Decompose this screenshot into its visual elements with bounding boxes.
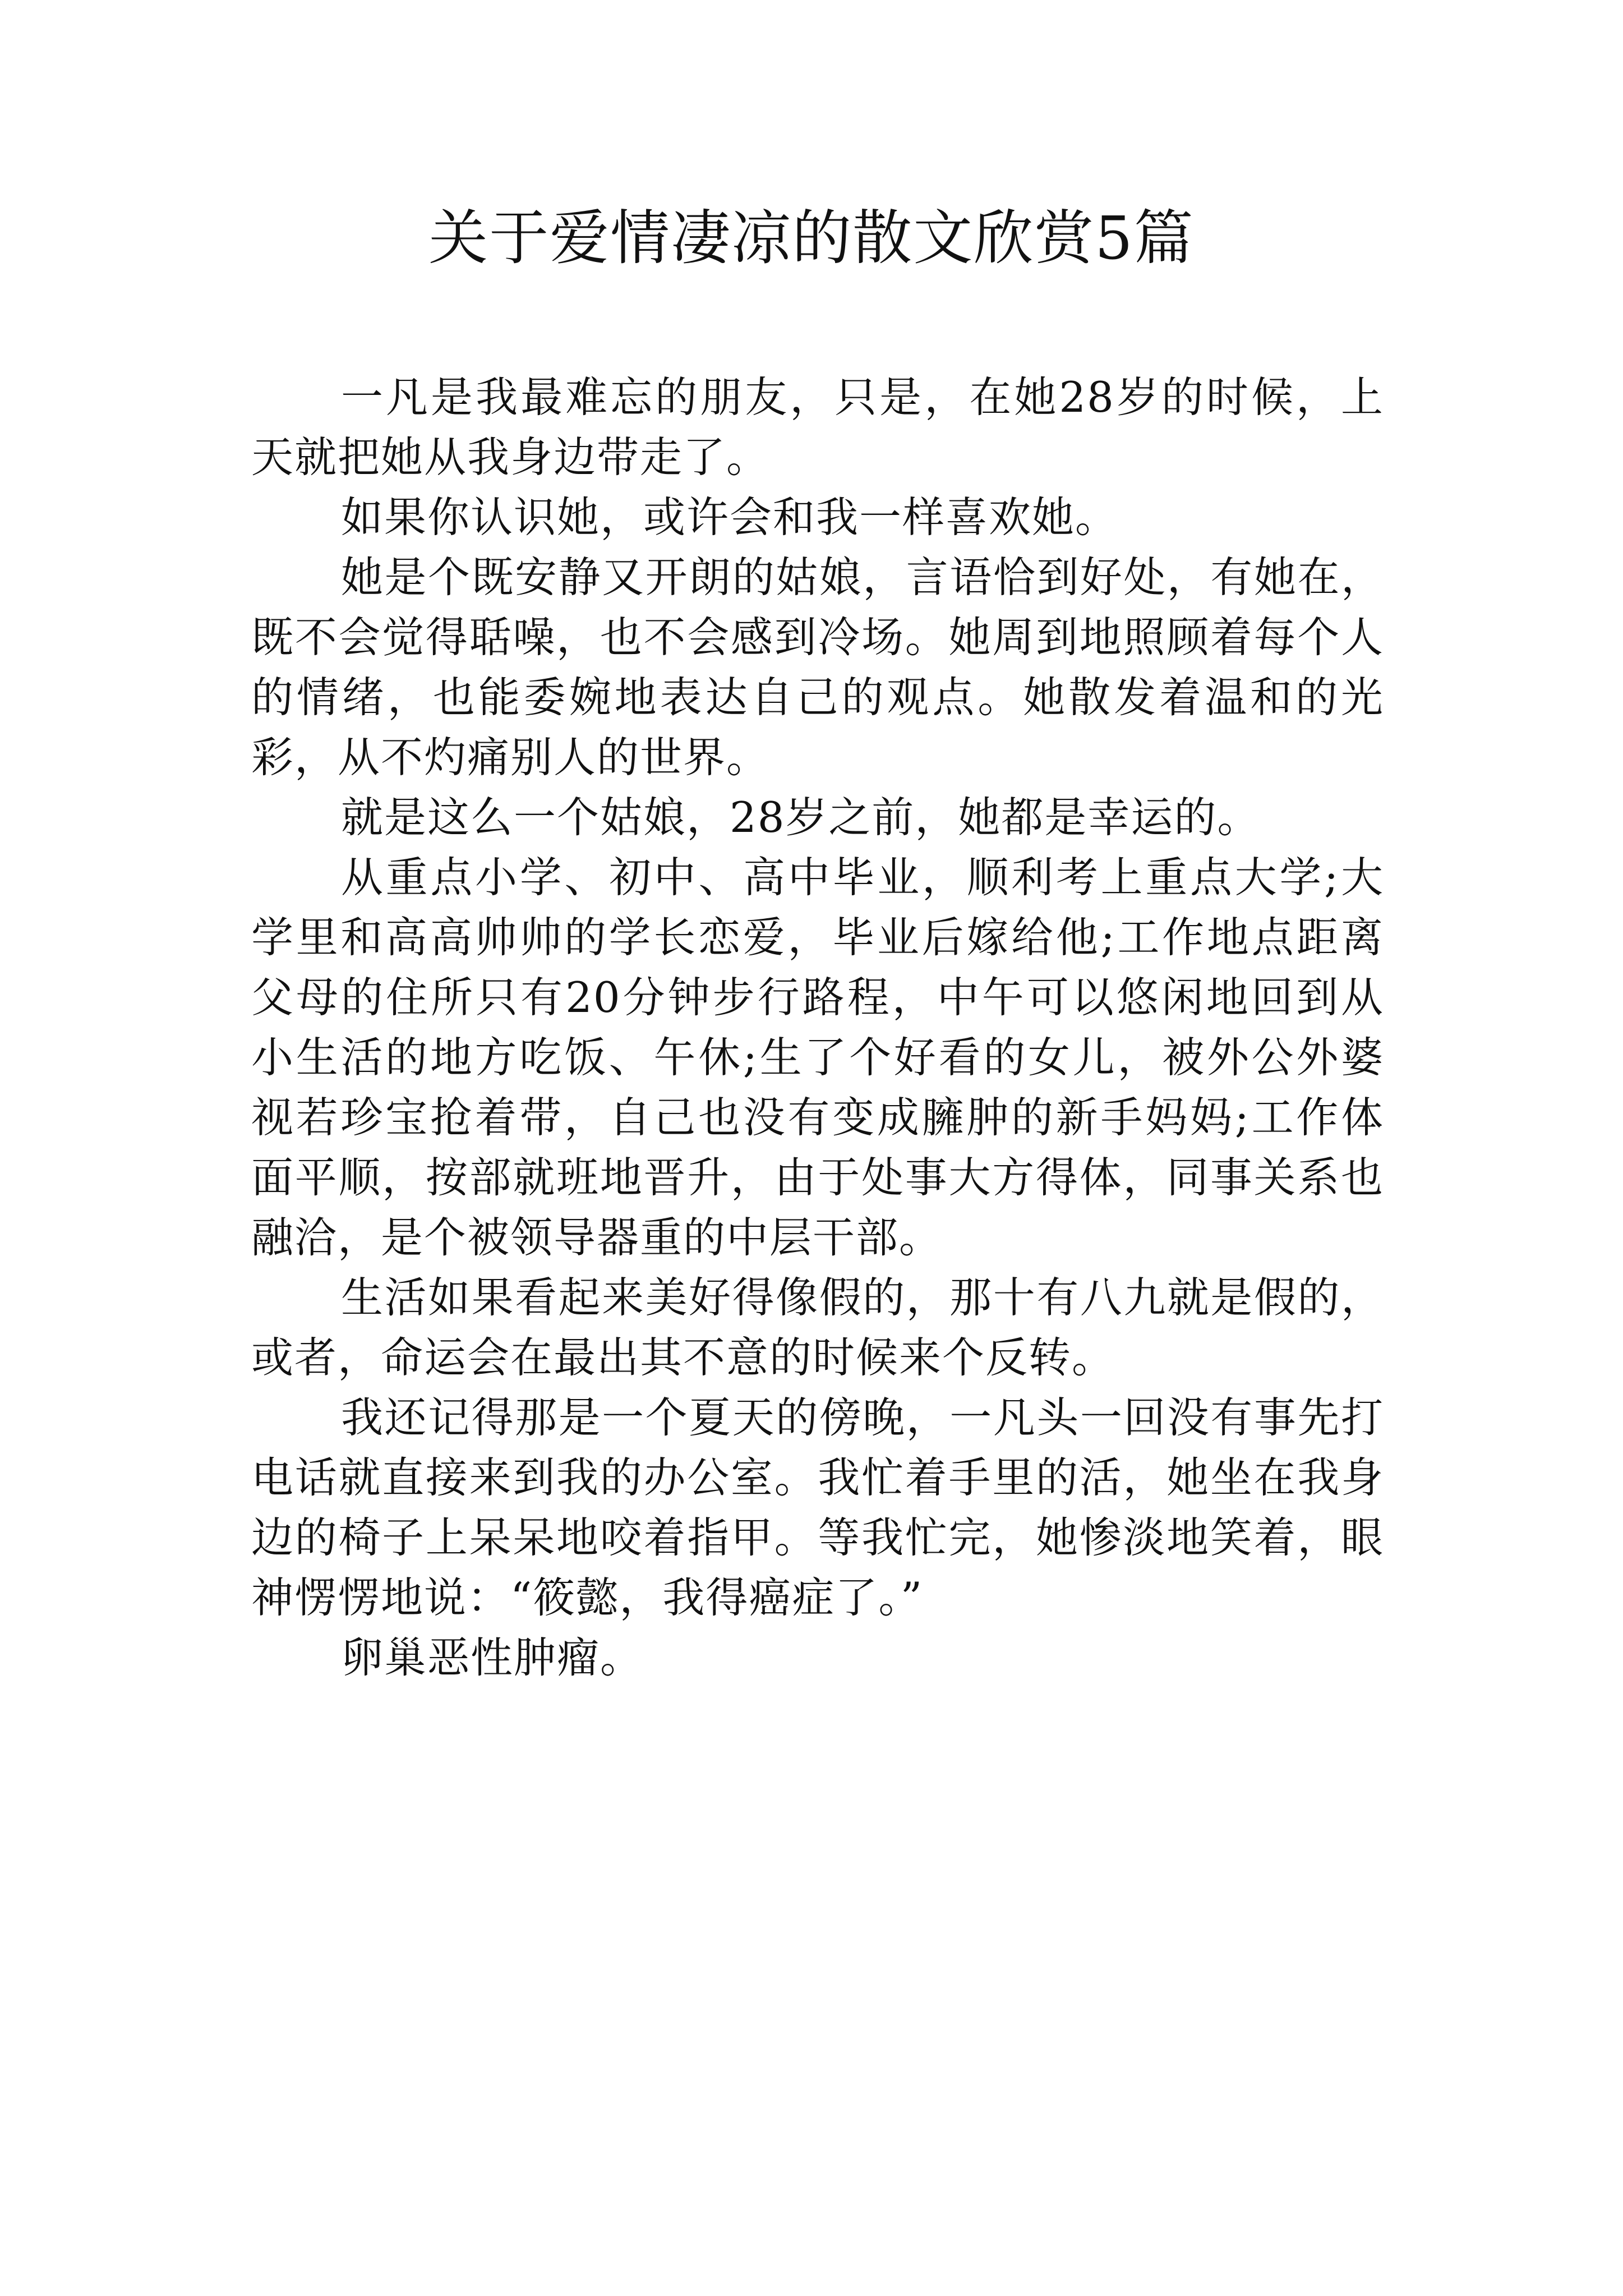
paragraph: 就是这么一个姑娘，28岁之前，她都是幸运的。	[341, 793, 1261, 842]
paragraph: 卵巢恶性肿瘤。	[341, 1633, 644, 1682]
paragraph: 生活如果看起来美好得像假的，那十有八九就是假的，或者，命运会在最出其不意的时候来个反转。	[251, 1273, 1384, 1382]
document-title: 关于爱情凄凉的散文欣赏5篇	[428, 204, 1195, 273]
paragraph: 从重点小学、初中、高中毕业，顺利考上重点大学;大学里和高高帅帅的学长恋爱，毕业后嫁给他;工作地点距离父母的住所只有20分钟步行路程，中午可以悠闲地回到从小生活的地方吃饭、午休;生了个好看的女儿，被外公外婆视若珍宝抢着带，自己也没有变成臃肿的新手妈妈;工作体面平顺，按部就班地晋升，由于处事大方得体，同事关系也融洽，是个被领导器重的中层干部。	[251, 853, 1384, 1262]
document-body	[251, 367, 1384, 1688]
paragraph: 我还记得那是一个夏天的傍晚，一凡头一回没有事先打电话就直接来到我的办公室。我忙着手里的活，她坐在我身边的椅子上呆呆地咬着指甲。等我忙完，她惨淡地笑着，眼神愣愣地说：“筱懿，我得癌症了。”	[251, 1393, 1384, 1622]
paragraph: 一凡是我最难忘的朋友，只是，在她28岁的时候，上天就把她从我身边带走了。	[251, 372, 1384, 482]
paragraph: 如果你认识她，或许会和我一样喜欢她。	[341, 493, 1119, 542]
paragraph: 她是个既安静又开朗的姑娘，言语恰到好处，有她在，既不会觉得聒噪，也不会感到冷场。她周到地照顾着每个人的情绪，也能委婉地表达自己的观点。她散发着温和的光彩，从不灼痛别人的世界。	[251, 553, 1384, 782]
